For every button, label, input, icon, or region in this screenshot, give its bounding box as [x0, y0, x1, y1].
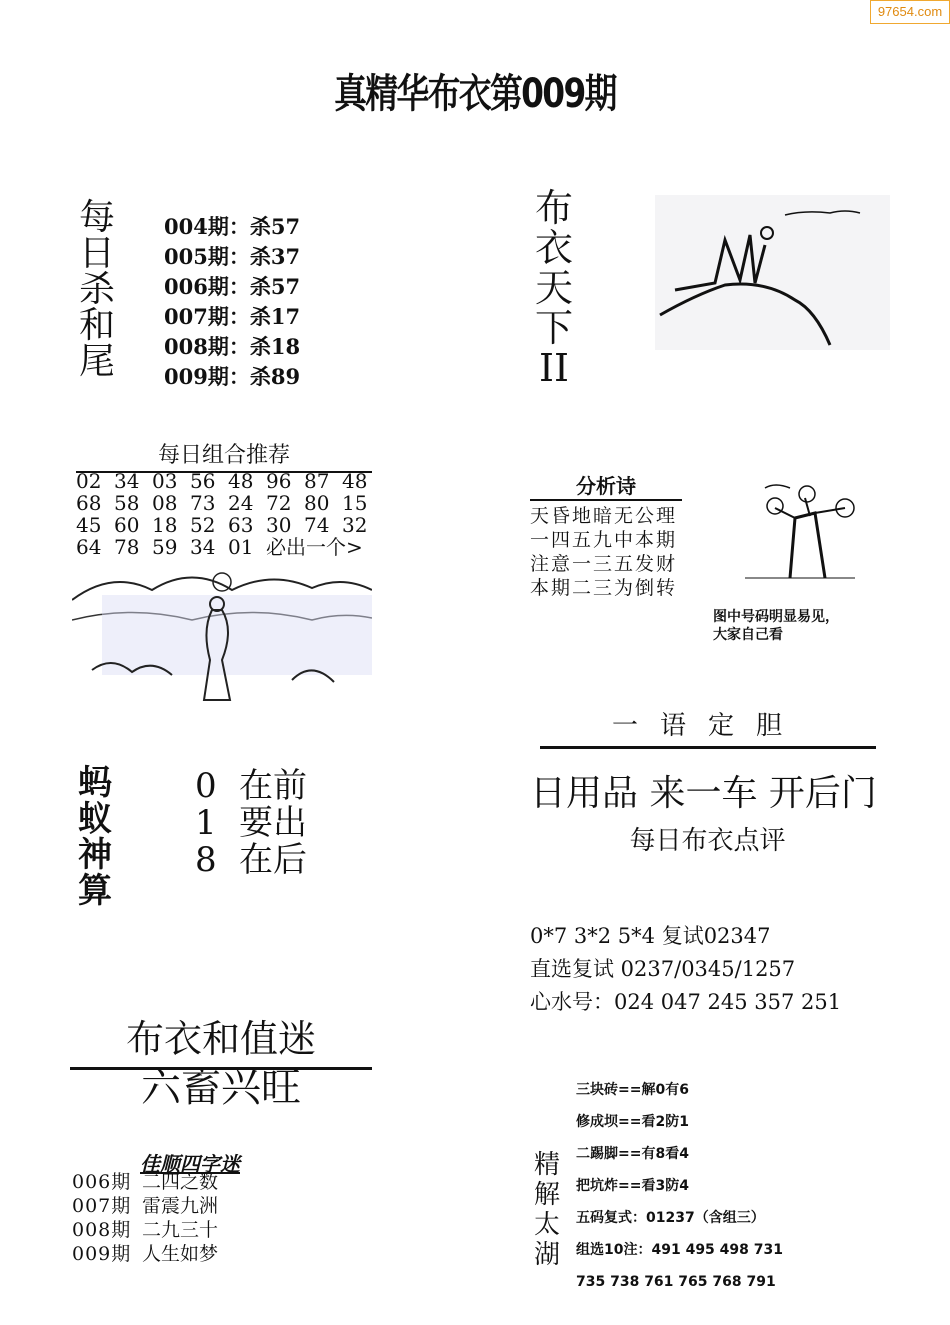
buyi-sum-answer: 六畜兴旺	[141, 1065, 301, 1111]
kill-item: 005期：杀37	[164, 244, 301, 269]
riddle-item	[72, 1170, 218, 1194]
ant-text: 在前	[239, 766, 307, 806]
title-char: 算	[78, 871, 112, 911]
combo-number: 24	[228, 491, 254, 515]
combo-number: 64	[76, 535, 102, 559]
jjth-item: 组选10注：491 495 498 731	[576, 1242, 783, 1258]
ant-title	[70, 765, 120, 909]
jjth-item: 735 738 761 765 768 791	[576, 1274, 776, 1290]
combo-number: 45	[76, 513, 102, 537]
title-char: 和	[78, 305, 115, 346]
riddle-list	[72, 1170, 218, 1266]
kill-item: 004期：杀57	[164, 214, 301, 239]
combo-row	[76, 514, 380, 536]
poem-line: 天昏地暗无公理	[530, 505, 678, 527]
ant-row	[195, 805, 307, 842]
poem-line: 注意一三五发财	[530, 553, 678, 575]
ant-text: 在后	[239, 840, 307, 880]
combo-number: 01	[228, 535, 254, 559]
number-recommendations	[530, 920, 841, 1019]
combo-number: 63	[228, 513, 254, 537]
combo-row	[76, 470, 380, 492]
riddle-period: 009期	[72, 1243, 132, 1265]
combo-number: 30	[266, 513, 292, 537]
ant-row	[195, 768, 307, 805]
tree-illustration	[735, 478, 860, 588]
note-line: 图中号码明显易见，	[713, 609, 839, 625]
combo-grid	[76, 470, 380, 558]
poem-line: 本期二三为倒转	[530, 577, 678, 599]
combo-number: 34	[190, 535, 216, 559]
combo-number: 72	[266, 491, 292, 515]
number-line: 心水号：024 047 245 357 251	[530, 990, 842, 1014]
riddle-period: 007期	[72, 1195, 132, 1217]
title-char: 日	[78, 233, 115, 274]
daily-kill-title	[72, 197, 122, 382]
riddle-item	[72, 1194, 218, 1218]
jjth-item: 修成坝==看2防1	[576, 1114, 689, 1130]
one-word-line: 日用品 来一车 开后门	[530, 773, 877, 814]
ant-rows	[195, 768, 307, 879]
combo-extra: 必出一个>	[266, 535, 363, 559]
combo-number: 87	[304, 469, 330, 493]
site-watermark: 97654.com	[870, 0, 950, 24]
kill-item: 006期：杀57	[164, 274, 301, 299]
combo-number: 74	[304, 513, 330, 537]
daily-kill-list	[164, 212, 300, 392]
title-char: 神	[78, 835, 112, 875]
title-char: 解	[533, 1180, 560, 1210]
combo-row	[76, 492, 380, 514]
title-char: 杀	[78, 269, 115, 310]
jjth-item: 二踢脚==有8看4	[576, 1146, 689, 1162]
title-char: 蚁	[78, 799, 112, 839]
combo-number: 58	[114, 491, 140, 515]
riddle-item	[72, 1242, 218, 1266]
riddle-text: 二九三十	[142, 1219, 219, 1241]
title-char: 太	[533, 1210, 560, 1240]
combo-number: 80	[304, 491, 330, 515]
combo-number: 73	[190, 491, 216, 515]
daily-comment-title: 每日布衣点评	[629, 826, 786, 856]
combo-number: 32	[342, 513, 368, 537]
buyi-sum-title: 布衣和值迷	[70, 1008, 372, 1070]
title-char: II	[538, 346, 570, 390]
kill-item: 007期：杀17	[164, 304, 301, 329]
riddle-period: 006期	[72, 1171, 132, 1193]
analysis-poem	[530, 504, 677, 600]
combo-number: 15	[342, 491, 368, 515]
combo-number: 34	[114, 469, 140, 493]
riddle-title: 佳顺四字迷	[140, 1152, 240, 1176]
jjth-title	[530, 1150, 564, 1270]
jjth-item: 三块砖==解0有6	[576, 1082, 689, 1098]
landscape-illustration	[72, 560, 372, 710]
title-char: 布	[534, 186, 573, 230]
title-char: 湖	[533, 1240, 560, 1270]
combo-row	[76, 536, 380, 558]
riddle-item	[72, 1218, 218, 1242]
title-char: 衣	[534, 226, 573, 270]
combo-title: 每日组合推荐	[76, 438, 372, 473]
combo-number: 48	[342, 469, 368, 493]
page-title: 真精华布衣第009期	[334, 71, 616, 117]
ant-number: 8	[195, 840, 217, 880]
buyi-tianxia-title	[528, 188, 580, 388]
riddle-period: 008期	[72, 1219, 132, 1241]
note-line: 大家自己看	[713, 627, 783, 643]
combo-number: 08	[152, 491, 178, 515]
poem-line: 一四五九中本期	[530, 529, 678, 551]
ant-number: 1	[195, 803, 217, 843]
title-char: 精	[533, 1150, 560, 1180]
combo-number: 52	[190, 513, 216, 537]
combo-number: 60	[114, 513, 140, 537]
jjth-item: 把坑炸==看3防4	[576, 1178, 689, 1194]
sketch-figure-illustration	[655, 195, 890, 350]
riddle-text: 二四之数	[142, 1171, 219, 1193]
combo-number: 96	[266, 469, 292, 493]
title-char: 下	[534, 306, 573, 350]
title-char: 天	[534, 266, 573, 310]
ant-text: 要出	[239, 803, 307, 843]
ant-number: 0	[195, 766, 217, 806]
combo-number: 68	[76, 491, 102, 515]
title-char: 每	[78, 197, 115, 238]
title-char: 尾	[78, 341, 115, 382]
ant-row	[195, 842, 307, 879]
kill-item: 008期：杀18	[164, 334, 301, 359]
combo-number: 56	[190, 469, 216, 493]
analysis-note	[713, 608, 839, 644]
combo-number: 18	[152, 513, 178, 537]
one-word-title: 一语定胆	[540, 705, 876, 749]
jjth-item: 五码复式：01237（含组三）	[576, 1210, 765, 1226]
riddle-text: 人生如梦	[142, 1243, 219, 1265]
combo-number: 78	[114, 535, 140, 559]
title-char: 蚂	[78, 763, 112, 803]
number-line: 直选复试 0237/0345/1257	[530, 957, 796, 981]
combo-number: 02	[76, 469, 102, 493]
combo-number: 48	[228, 469, 254, 493]
analysis-title: 分析诗	[530, 470, 682, 501]
kill-item: 009期：杀89	[164, 364, 301, 389]
number-line: 0*7 3*2 5*4 复试02347	[530, 924, 771, 948]
combo-number: 03	[152, 469, 178, 493]
jjth-list	[576, 1074, 783, 1298]
combo-number: 59	[152, 535, 178, 559]
riddle-text: 雷震九洲	[142, 1195, 219, 1217]
